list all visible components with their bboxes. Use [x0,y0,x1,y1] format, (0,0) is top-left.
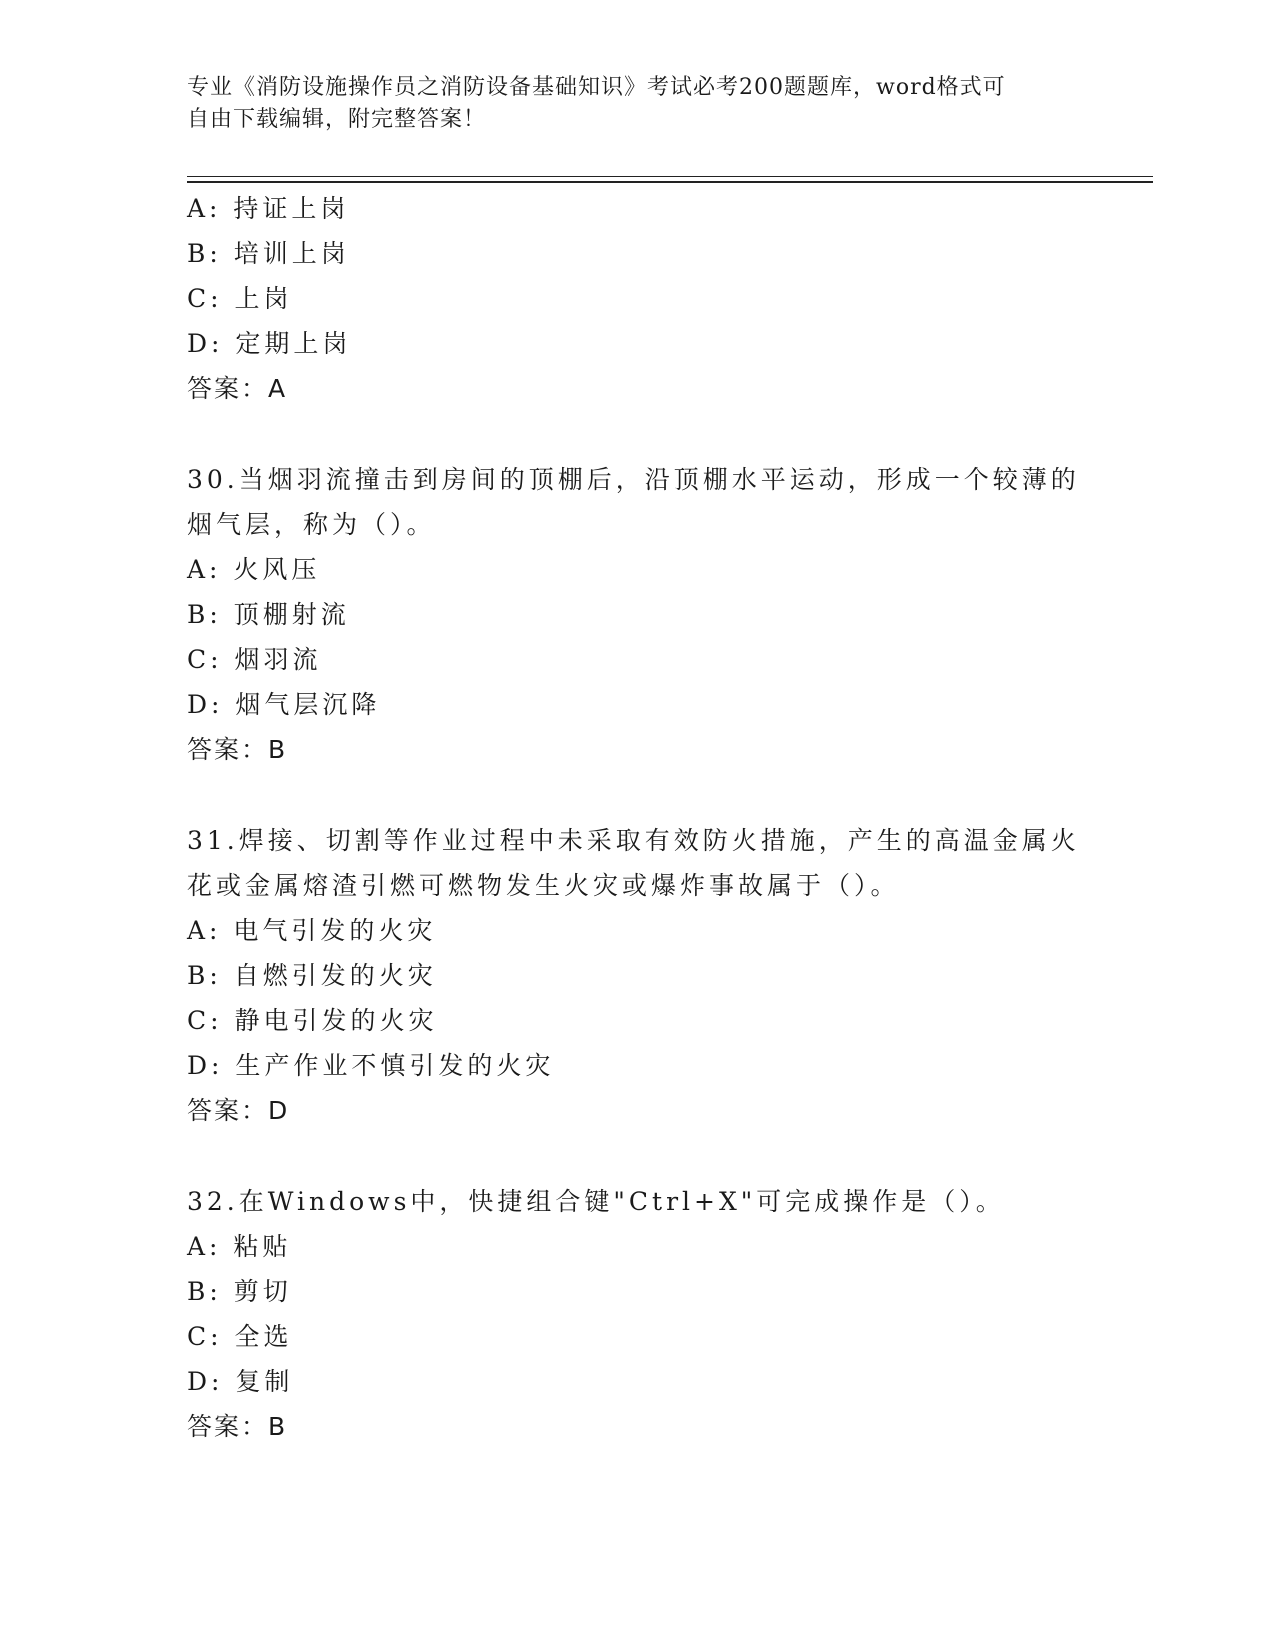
answer-line: 答案：B [187,1412,288,1441]
question-stem-line-1: 30.当烟羽流撞击到房间的顶棚后，沿顶棚水平运动，形成一个较薄的 [187,465,1080,494]
question-stem-line-1: 31.焊接、切割等作业过程中未采取有效防火措施，产生的高温金属火 [187,826,1080,855]
question-stem-line-1: 32.在Windows中，快捷组合键"Ctrl+X"可完成操作是（）。 [187,1187,1005,1216]
option-c: C: 烟羽流 [187,645,322,674]
spacer [187,411,1087,457]
answer-line: 答案：B [187,735,288,764]
option-a: A: 持证上岗 [187,194,350,223]
option-c: C: 上岗 [187,284,293,313]
answer-line: 答案：D [187,1096,290,1125]
option-b: B: 剪切 [187,1277,292,1306]
spacer [187,1133,1087,1179]
question-31 [187,818,1087,1133]
option-b: B: 顶棚射流 [187,600,350,629]
option-a: A: 粘贴 [187,1232,292,1261]
spacer [187,772,1087,818]
option-d: D: 定期上岗 [187,329,352,358]
header-line-2: 自由下载编辑，附完整答案！ [187,107,487,132]
option-a: A: 火风压 [187,555,321,584]
option-b: B: 培训上岗 [187,239,350,268]
header-rule-thin [187,176,1153,177]
option-b: B: 自燃引发的火灾 [187,961,437,990]
option-d: D: 生产作业不慎引发的火灾 [187,1051,555,1080]
option-a: A: 电气引发的火灾 [187,916,437,945]
option-c: C: 静电引发的火灾 [187,1006,438,1035]
question-30 [187,457,1087,772]
question-29 [187,186,1087,411]
document-header [187,72,1067,136]
question-list [187,186,1087,1449]
header-rule-thick [187,181,1153,183]
header-line-1: 专业《消防设施操作员之消防设备基础知识》考试必考200题题库，word格式可 [187,75,1006,100]
option-d: D: 复制 [187,1367,294,1396]
option-d: D: 烟气层沉降 [187,690,381,719]
question-32 [187,1179,1087,1449]
question-stem-line-2: 花或金属熔渣引燃可燃物发生火灾或爆炸事故属于（）。 [187,871,900,900]
answer-line: 答案：A [187,374,288,403]
question-stem-line-2: 烟气层，称为（）。 [187,510,436,539]
option-c: C: 全选 [187,1322,293,1351]
